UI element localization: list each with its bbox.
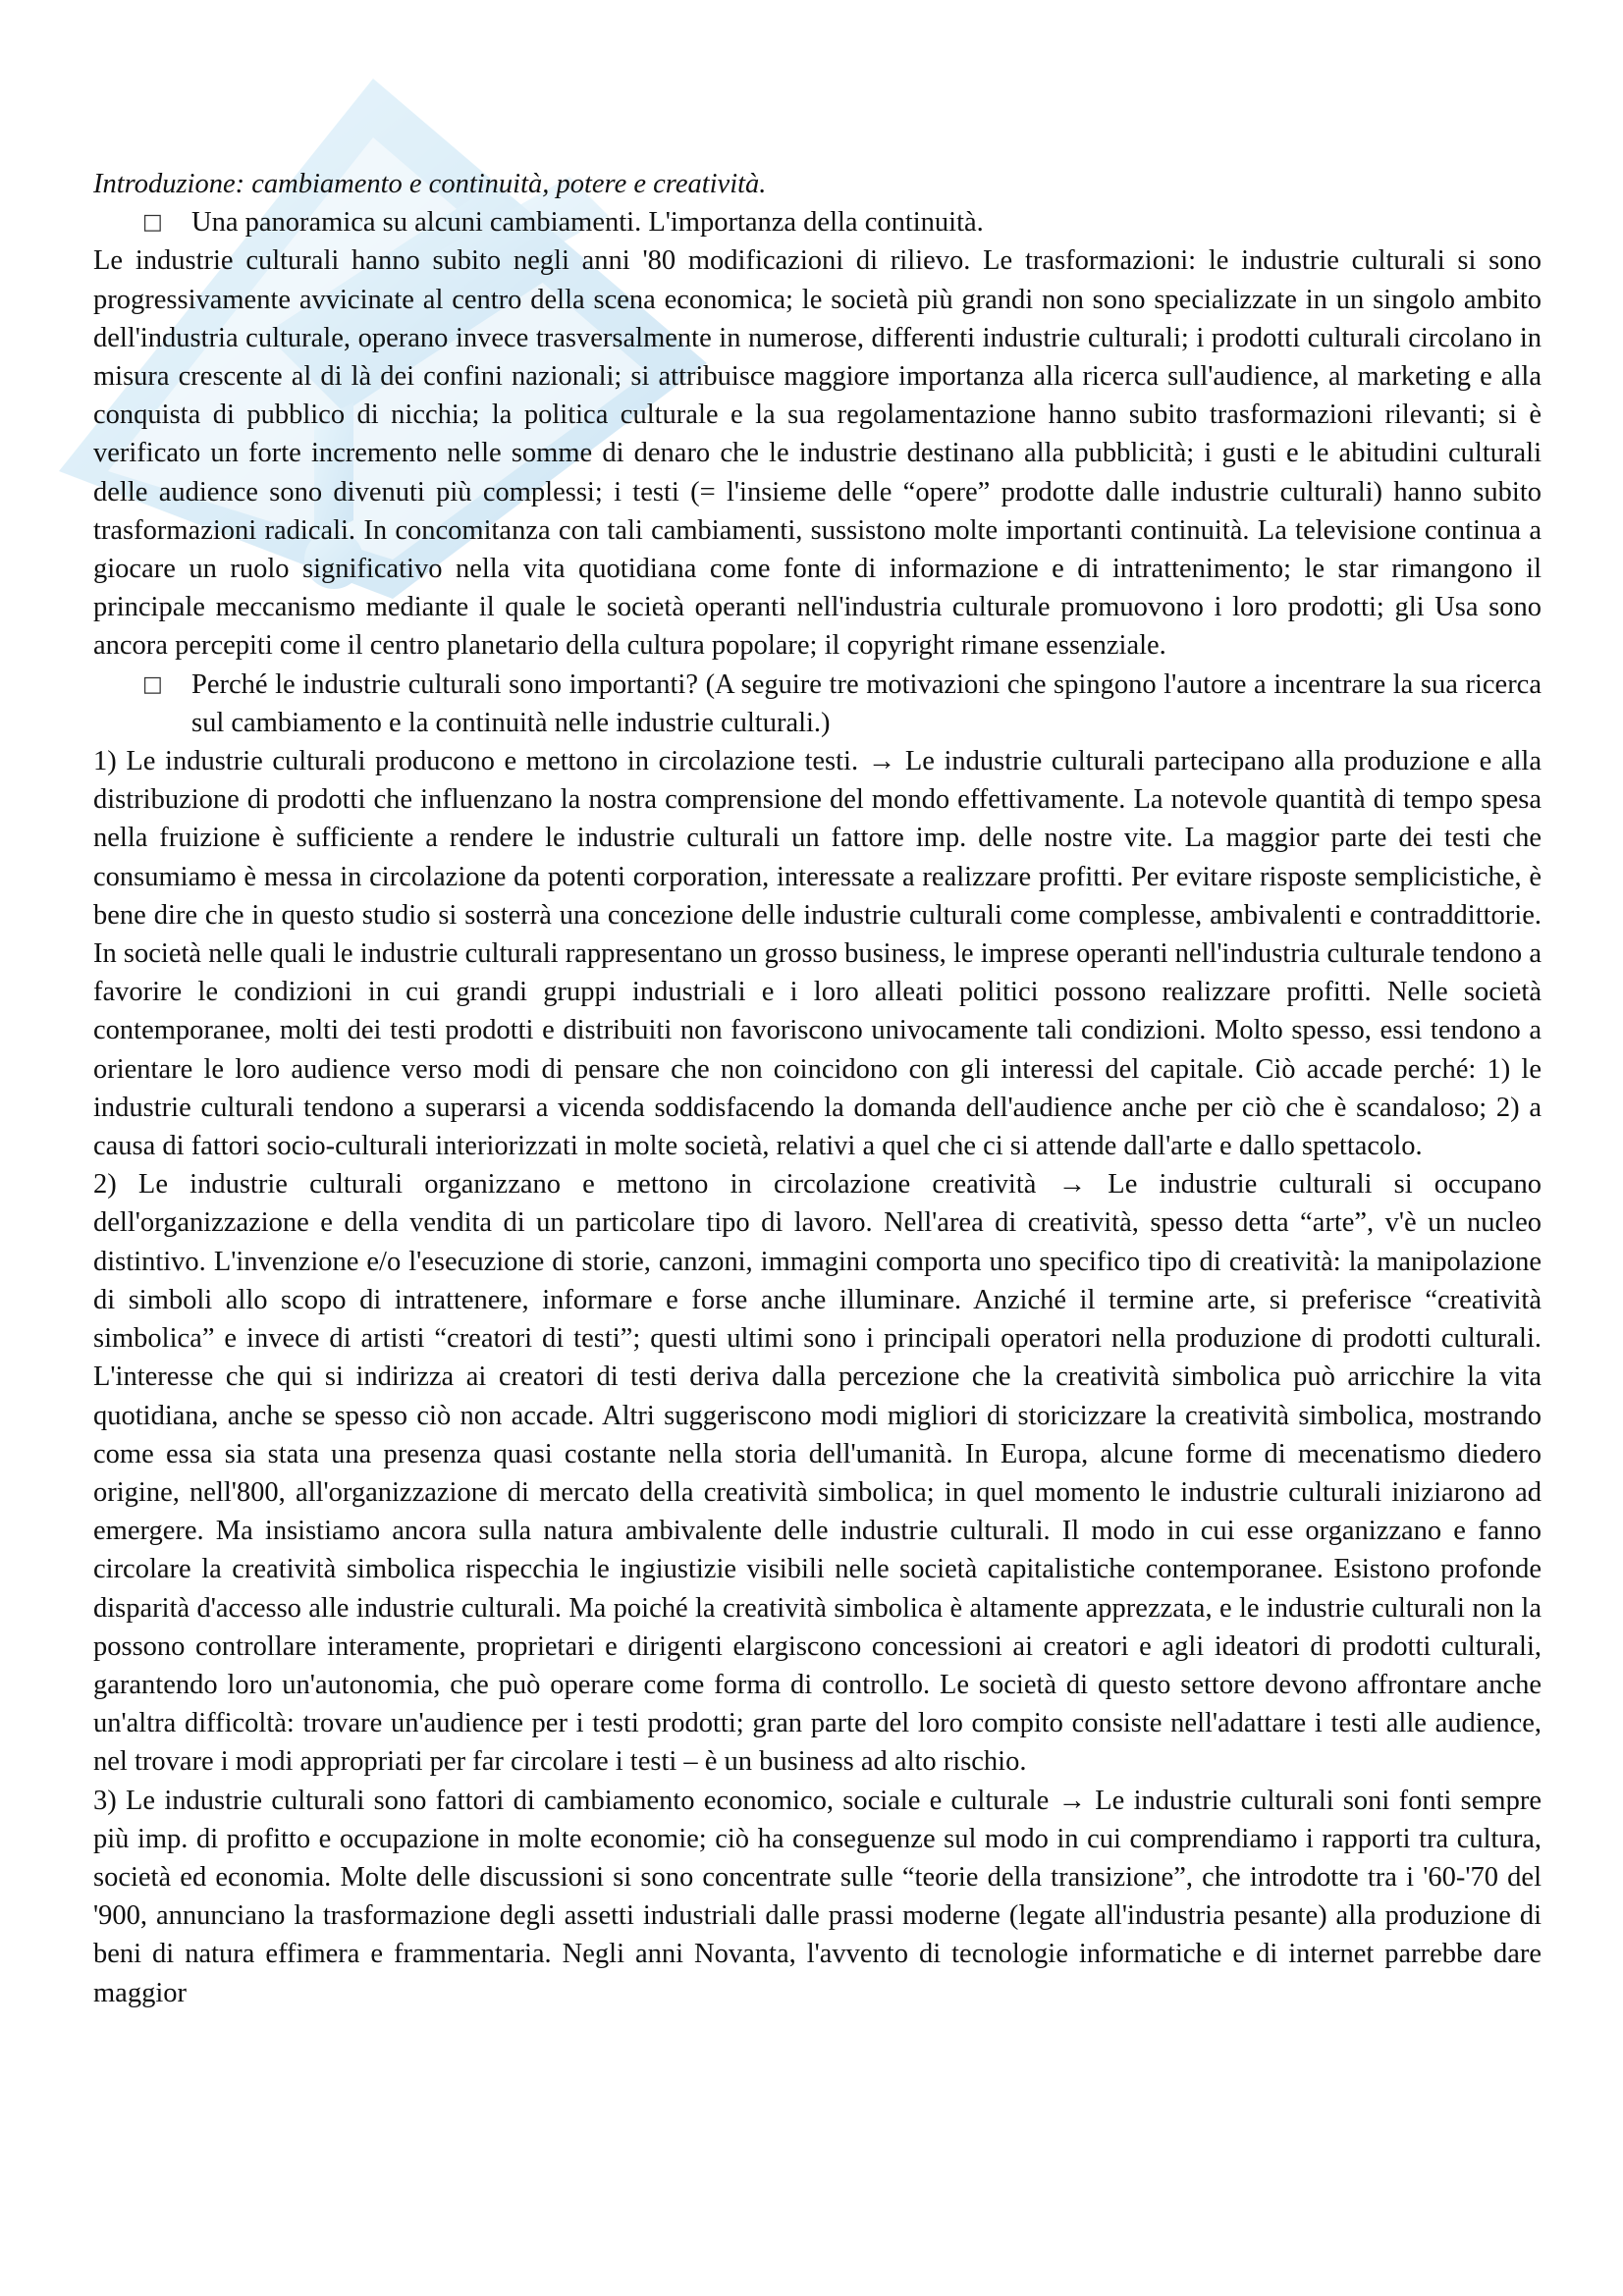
section-2-heading: Perché le industrie culturali sono importanti? (A seguire tre motivazioni che spingono l'autore a incentrare la sua ricerca sul cambiamento e la continuità nelle industrie culturali.) bbox=[191, 668, 1542, 738]
section-2-paragraph-3: 3) Le industrie culturali sono fattori di cambiamento economico, sociale e culturale → Le industrie culturali soni fonti sempre più imp. di profitto e occupazione in molte economie; ciò ha conseguenze sul modo in cui comprendiamo i rapporti tra cultura, società ed economia. Molte delle discussioni si sono concentrate sulle “teorie della transizione”, che introdotte tra i '60-'70 del '900, annunciano la trasformazione degli assetti industriali dalle prassi moderne (legate all'industria pesante) alla produzione di beni di natura effimera e frammentaria. Negli anni Novanta, l'avvento di tecnologie informatiche e di internet parrebbe dare maggior bbox=[93, 1785, 1542, 2008]
document-page bbox=[93, 165, 1542, 2012]
section-2-paragraph-2: 2) Le industrie culturali organizzano e mettono in circolazione creatività → Le industrie culturali si occupano dell'organizzazione e della vendita di un particolare tipo di lavoro. Nell'area di creatività, spesso detta “arte”, v'è un nucleo distintivo. L'invenzione e/o l'esecuzione di storie, canzoni, immagini comporta uno specifico tipo di creatività: la manipolazione di simboli allo scopo di intrattenere, informare e forse anche illuminare. Anziché il termine arte, si preferisce “creatività simbolica” e invece di artisti “creatori di testi”; questi ultimi sono i principali operatori nella produzione di prodotti culturali. L'interesse che qui si indirizza ai creatori di testi deriva dalla percezione che la creatività simbolica può arricchire la vita quotidiana, anche se spesso ciò non accade. Altri suggeriscono modi migliori di storicizzare la creatività simbolica, mostrando come essa sia stata una presenza quasi costante nella storia dell'umanità. In Europa, alcune forme di mecenatismo diedero origine, nell'800, all'organizzazione di mercato della creatività simbolica; in quel momento le industrie culturali iniziarono ad emergere. Ma insistiamo ancora sulla natura ambivalente delle industrie culturali. Il modo in cui esse organizzano e fanno circolare la creatività simbolica rispecchia le ingiustizie visibili nelle società capitalistiche contemporanee. Esistono profonde disparità d'accesso alle industrie culturali. Ma poiché la creatività simbolica è altamente apprezzata, e le industrie culturali non la possono controllare interamente, proprietari e dirigenti elargiscono concessioni ai creatori e agli ideatori di prodotti culturali, garantendo loro un'autonomia, che può operare come forma di controllo. Le società di questo settore devono affrontare anche un'altra difficoltà: trovare un'audience per i testi prodotti; gran parte del loro compito consiste nell'adattare i testi alle audience, nel trovare i modi appropriati per far circolare i testi – è un business ad alto rischio. bbox=[93, 1169, 1542, 1778]
square-bullet-icon: □ bbox=[142, 210, 163, 236]
section-1-paragraph: Le industrie culturali hanno subito negli anni '80 modificazioni di rilievo. Le trasformazioni: le industrie culturali si sono progressivamente avvicinate al centro della scena economica; le società più grandi non sono specializzate in un singolo ambito dell'industria culturale, operano invece trasversalmente in numerose, differenti industrie culturali; i prodotti culturali circolano in misura crescente al di là dei confini nazionali; si attribuisce maggiore importanza alla ricerca sull'audience, al marketing e alla conquista di pubblico di nicchia; la politica culturale e la sua regolamentazione hanno subito trasformazioni rilevanti; si è verificato un forte incremento nelle somme di denaro che le industrie destinano alla pubblicità; i gusti e le abitudini culturali delle audience sono divenuti più complessi; i testi (= l'insieme delle “opere” prodotte dalle industrie culturali) hanno subito trasformazioni radicali. In concomitanza con tali cambiamenti, sussistono molte importanti continuità. La televisione continua a giocare un ruolo significativo nella vita quotidiana come fonte di informazione e di intrattenimento; le star rimangono il principale meccanismo mediante il quale le società operanti nell'industria culturale promuovono i loro prodotti; gli Usa sono ancora percepiti come il centro planetario della cultura popolare; il copyright rimane essenziale. bbox=[93, 245, 1542, 662]
section-1-heading: Una panoramica su alcuni cambiamenti. L'importanza della continuità. bbox=[191, 207, 984, 239]
document-title: Introduzione: cambiamento e continuità, potere e creatività. bbox=[93, 169, 767, 199]
section-1-bullet bbox=[93, 203, 1542, 241]
section-2-paragraph-1: 1) Le industrie culturali producono e mettono in circolazione testi. → Le industrie culturali partecipano alla produzione e alla distribuzione di prodotti che influenzano la nostra comprensione del mondo effettivamente. La notevole quantità di tempo spesa nella fruizione è sufficiente a rendere le industrie culturali un fattore imp. delle nostre vite. La maggior parte dei testi che consumiamo è messa in circolazione da potenti corporation, interessate a realizzare profitti. Per evitare risposte semplicistiche, è bene dire che in questo studio si sosterrà una concezione delle industrie culturali come complesse, ambivalenti e contraddittorie. In società nelle quali le industrie culturali rappresentano un grosso business, le imprese operanti nell'industria culturale tendono a favorire le condizioni in cui grandi gruppi industriali e i loro alleati politici possono realizzare profitti. Nelle società contemporanee, molti dei testi prodotti e distribuiti non favoriscono univocamente tali condizioni. Molto spesso, essi tendono a orientare le loro audience verso modi di pensare che non coincidono con gli interessi del capitale. Ciò accade perché: 1) le industrie culturali tendono a superarsi a vicenda soddisfacendo la domanda dell'audience anche per ciò che è scandaloso; 2) a causa di fattori socio-culturali interiorizzati in molte società, relativi a quel che ci si attende dall'arte e dallo spettacolo. bbox=[93, 746, 1542, 1162]
section-2-bullet bbox=[93, 666, 1542, 742]
square-bullet-icon: □ bbox=[142, 671, 163, 697]
